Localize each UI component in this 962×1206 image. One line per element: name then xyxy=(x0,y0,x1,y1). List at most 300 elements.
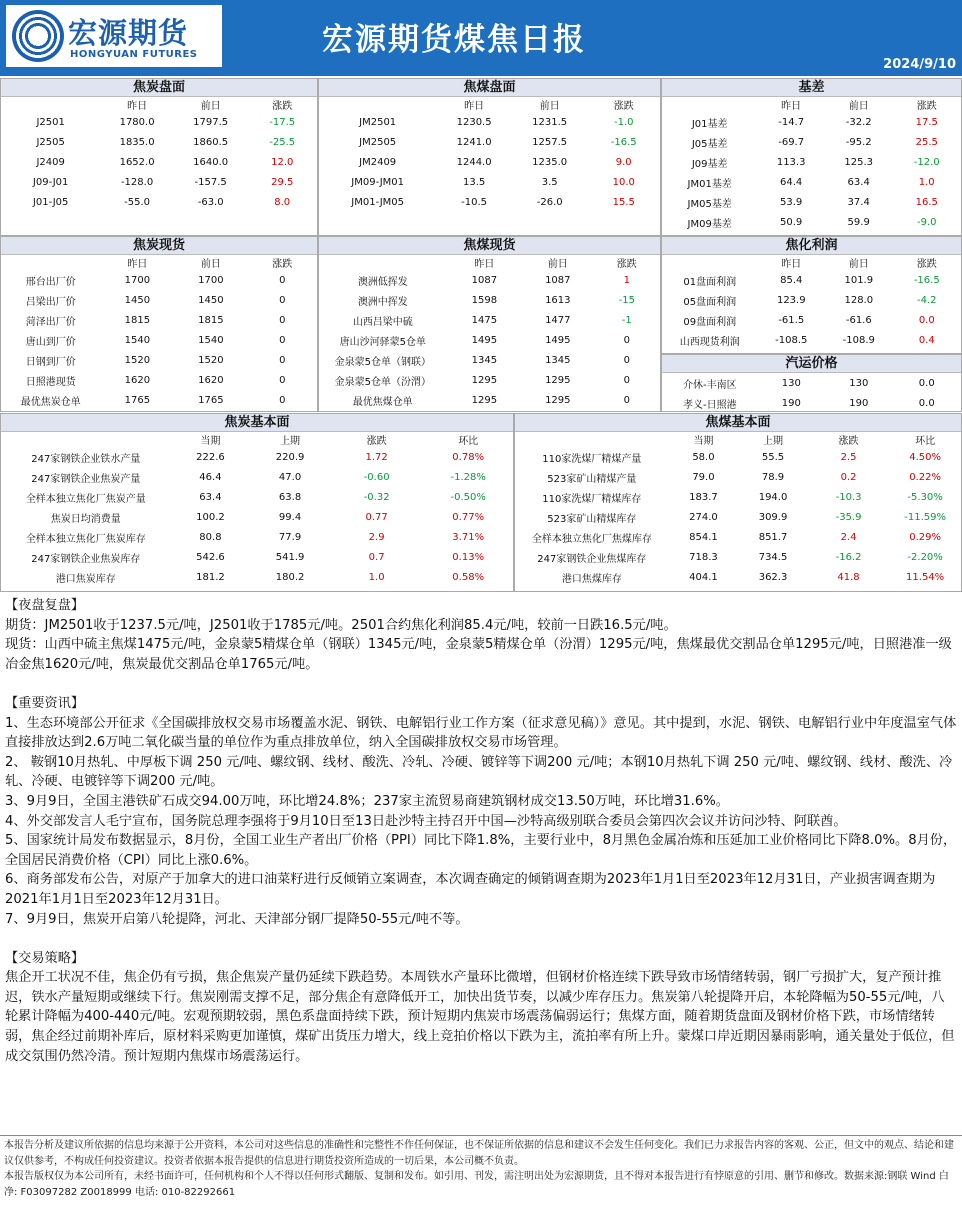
news-item: 7、9月9日，焦炭开启第八轮提降，河北、天津部分钢厂提降50-55元/吨不等。 xyxy=(5,911,469,927)
cell-prev: 1235.0 xyxy=(532,156,568,168)
logo-chinese-name: 宏源期货 xyxy=(68,16,189,50)
cell-change: 0 xyxy=(279,354,286,366)
coke-fundamentals-panel xyxy=(0,413,514,592)
cell-change: -35.9 xyxy=(835,511,862,523)
cell-change: 8.0 xyxy=(274,196,291,208)
row-label: JM01基差 xyxy=(687,178,732,190)
cell-yesterday: 123.9 xyxy=(776,294,806,306)
cell-change: 9.0 xyxy=(615,156,632,168)
cell-cur: 542.6 xyxy=(196,551,225,563)
cell-prev: 1540 xyxy=(198,334,224,346)
table-row xyxy=(515,527,961,547)
cell-prev: 1477 xyxy=(545,314,571,326)
cell-cur: 63.4 xyxy=(199,491,222,503)
cell-change: 0 xyxy=(279,394,286,406)
column-header: 前日 xyxy=(547,259,568,270)
company-logo xyxy=(6,5,222,67)
table-row xyxy=(662,172,961,192)
table-row xyxy=(319,172,660,192)
cell-prev: 180.2 xyxy=(275,571,305,583)
cell-prev: 78.9 xyxy=(761,471,785,483)
coal-fundamentals-panel xyxy=(514,413,962,592)
cell-prev: 130 xyxy=(849,377,869,389)
row-label: 山西现货利润 xyxy=(679,336,740,348)
cell-pct: 4.50% xyxy=(909,451,942,463)
coal-spot-table xyxy=(319,255,660,410)
cell-pct: 0.29% xyxy=(909,531,942,543)
cell-yesterday: 113.3 xyxy=(776,156,806,168)
table-row xyxy=(1,507,513,527)
news-item: 3、9月9日，全国主港铁矿石成交94.00万吨，环比增24.8%；237家主流贸易商建筑钢材成交13.50万吨，环比增31.6%。 xyxy=(5,793,729,809)
cell-prev: -157.5 xyxy=(194,176,227,188)
cell-prev: -26.0 xyxy=(536,196,563,208)
disclaimer-line: 本报告分析及建议所依据的信息均来源于公开资料，本公司对这些信息的准确性和完整性不作任何保证，也不保证所依据的信息和建议不会发生任何变化。我们已力求报告内容的客观、公正，但文中的观点、结论和建议仅供参考，不构成任何投资建议。投资者依据本报告提供的信息进行期货投资所造成的一切后果，本公司概不负责。 xyxy=(4,1140,954,1167)
row-label: J2501 xyxy=(36,116,65,128)
cell-change: 0.0 xyxy=(918,397,935,409)
coal-spot-panel xyxy=(318,236,661,412)
cell-cur: 100.2 xyxy=(196,511,225,523)
table-row xyxy=(319,370,660,390)
cell-change: 0 xyxy=(279,274,286,286)
row-label: 110家洗煤厂精煤产量 xyxy=(542,453,642,465)
row-label: 09盘面利润 xyxy=(683,316,737,328)
cell-prev: -108.9 xyxy=(842,334,875,346)
row-label: JM2501 xyxy=(359,116,397,128)
cell-prev: 851.7 xyxy=(758,531,788,543)
cell-yesterday: 1495 xyxy=(471,334,498,346)
table-row xyxy=(515,487,961,507)
cell-yesterday: 190 xyxy=(781,397,801,409)
coal-futures-table xyxy=(319,97,660,212)
cell-cur: 222.6 xyxy=(196,451,225,463)
table-row xyxy=(1,152,317,172)
table-row xyxy=(662,330,961,350)
column-header xyxy=(1,97,100,112)
row-label: 最优焦炭仓单 xyxy=(20,396,81,408)
cell-change: 0.0 xyxy=(918,314,935,326)
cell-yesterday: 1230.5 xyxy=(456,116,492,128)
cell-prev: 1495 xyxy=(545,334,571,346)
cell-prev: 63.4 xyxy=(847,176,870,188)
row-label: 247家钢铁企业焦炭产量 xyxy=(31,473,141,485)
cell-change: -10.3 xyxy=(835,491,862,503)
cell-prev: 1087 xyxy=(545,274,571,286)
row-label: 日钢到厂价 xyxy=(25,356,76,368)
row-label: 247家钢铁企业焦煤库存 xyxy=(537,553,647,565)
cell-cur: 80.8 xyxy=(199,531,222,543)
cell-change: 0 xyxy=(623,354,630,366)
row-label: JM2409 xyxy=(359,156,397,168)
cell-pct: 0.77% xyxy=(452,511,485,523)
table-row xyxy=(662,373,961,393)
report-title: 宏源期货煤焦日报 xyxy=(322,22,586,58)
cell-prev: 63.8 xyxy=(278,491,302,503)
coking-profit-panel xyxy=(661,236,962,354)
cell-prev: 1640.0 xyxy=(193,156,229,168)
cell-change: 15.5 xyxy=(612,196,635,208)
panel-title: 焦炭现货 xyxy=(1,237,317,255)
cell-yesterday: 1244.0 xyxy=(456,156,492,168)
row-label: 金泉蒙5仓单（钢联） xyxy=(334,356,431,368)
cell-yesterday: 130 xyxy=(781,377,801,389)
cell-prev: 125.3 xyxy=(844,156,873,168)
table-row xyxy=(1,132,317,152)
row-label: J09-J01 xyxy=(32,176,69,188)
table-row xyxy=(319,112,660,132)
cell-yesterday: 1475 xyxy=(471,314,498,326)
panel-title: 焦煤基本面 xyxy=(515,414,961,432)
cell-change: -1 xyxy=(621,314,632,326)
table-row xyxy=(515,547,961,567)
commentary-section xyxy=(0,593,962,1135)
cell-yesterday: 1450 xyxy=(124,294,151,306)
row-label: 港口焦炭库存 xyxy=(55,573,116,585)
panel-title: 焦炭盘面 xyxy=(1,79,317,97)
table-row xyxy=(662,270,961,290)
cell-prev: 1295 xyxy=(545,394,571,406)
copyright-line: 本报告版权仅为本公司所有，未经书面许可，任何机构和个人不得以任何形式翻版、复制和发布。如引用、刊发，需注明出处为宏源期货，且不得对本报告进行有悖原意的引用、删节和修改。数据来源:钢联 Wind 白净: F03097282 Z0018999 电话: 010-82292661 xyxy=(4,1171,949,1198)
news-item: 4、外交部发言人毛宁宣布，国务院总理李强将于9月10日至13日赴沙特主持召开中国—沙特高级别联合委员会第四次会议并访问沙特、阿联酋。 xyxy=(5,813,847,829)
coke-futures-table xyxy=(1,97,317,212)
row-label: 邢台出厂价 xyxy=(25,276,76,288)
table-row xyxy=(319,330,660,350)
column-header: 涨跌 xyxy=(613,101,634,112)
cell-change: 2.9 xyxy=(368,531,385,543)
column-header xyxy=(662,97,757,112)
cell-prev: 101.9 xyxy=(844,274,874,286)
basis-table xyxy=(662,97,961,232)
cell-change: 0 xyxy=(623,374,630,386)
cell-yesterday: -10.5 xyxy=(461,196,488,208)
column-header: 涨跌 xyxy=(916,101,937,112)
truck-freight-table xyxy=(662,373,961,412)
row-label: JM05基差 xyxy=(687,198,732,210)
table-row xyxy=(319,132,660,152)
column-header: 涨跌 xyxy=(366,436,387,447)
report-header xyxy=(0,0,962,76)
cell-change: 1.72 xyxy=(365,451,388,463)
row-label: 山西吕梁中硫 xyxy=(352,316,413,328)
cell-pct: 3.71% xyxy=(452,531,485,543)
column-header: 前日 xyxy=(200,259,221,270)
coke-futures-panel xyxy=(0,78,318,236)
cell-prev: 77.9 xyxy=(278,531,302,543)
report-date: 2024/9/10 xyxy=(883,57,956,72)
column-header xyxy=(515,432,669,447)
cell-yesterday: 1700 xyxy=(124,274,151,286)
row-label: J01基差 xyxy=(691,118,728,130)
cell-change: -25.5 xyxy=(269,136,296,148)
table-row xyxy=(319,310,660,330)
cell-prev: 1700 xyxy=(198,274,224,286)
row-label: 05盘面利润 xyxy=(683,296,737,308)
strategy-text: 焦企开工状况不佳，焦企仍有亏损，焦企焦炭产量仍延续下跌趋势。本周铁水产量环比微增，但钢材价格连续下跌导致市场情绪转弱，钢厂亏损扩大，复产预计推迟，铁水产量短期或继续下行。焦炭刚需支撑不足，部分焦企有意降低开工，加快出货节奏，以减少库存压力。焦炭第八轮提降开启，本轮降幅为50-55元/吨，八轮累计降幅为400-440元/吨。宏观预期较弱，黑色系盘面持续下跌，预计短期内焦炭市场震荡偏弱运行；焦煤方面，随着期货盘面及钢材价格下跌，市场情绪转弱，焦企经过前期补库后，原材料采购更加谨慎，煤矿出货压力增大，线上竞拍价格以下跌为主，流拍率有所上升。蒙煤口岸近期因暴雨影响，通关量处于低位，但成交氛围仍然冷清。预计短期内焦煤市场震荡运行。 xyxy=(5,970,955,1064)
table-row xyxy=(1,172,317,192)
cell-cur: 404.1 xyxy=(689,571,718,583)
cell-yesterday: 1765 xyxy=(124,394,151,406)
cell-yesterday: 1295 xyxy=(471,374,498,386)
cell-change: -0.32 xyxy=(363,491,390,503)
cell-prev: 55.5 xyxy=(761,451,785,463)
cell-change: -0.60 xyxy=(363,471,390,483)
cell-change: 0.2 xyxy=(840,471,857,483)
column-header xyxy=(662,255,758,270)
cell-change: 10.0 xyxy=(612,176,635,188)
cell-yesterday: 13.5 xyxy=(462,176,486,188)
row-label: 最优焦煤仓单 xyxy=(352,396,413,408)
table-row xyxy=(662,290,961,310)
column-header: 涨跌 xyxy=(272,259,293,270)
table-row xyxy=(515,447,961,467)
row-label: J2505 xyxy=(36,136,65,148)
cell-change: -16.5 xyxy=(913,274,940,286)
cell-prev: 734.5 xyxy=(758,551,788,563)
cell-change: 0 xyxy=(279,374,286,386)
coal-fundamentals-table xyxy=(515,432,961,587)
row-label: JM09基差 xyxy=(687,218,732,230)
panel-title: 汽运价格 xyxy=(662,355,961,373)
cell-pct: -0.50% xyxy=(450,491,486,503)
cell-yesterday: 1520 xyxy=(124,354,151,366)
cell-cur: 46.4 xyxy=(199,471,222,483)
table-row xyxy=(1,447,513,467)
cell-change: 1 xyxy=(623,274,630,286)
row-label: 介休-丰南区 xyxy=(682,379,737,391)
table-row xyxy=(662,112,961,132)
cell-prev: 128.0 xyxy=(844,294,874,306)
cell-yesterday: 1295 xyxy=(471,394,498,406)
column-header: 昨日 xyxy=(127,259,148,270)
cell-change: 16.5 xyxy=(915,196,938,208)
column-header: 昨日 xyxy=(464,101,485,112)
row-label: J01-J05 xyxy=(32,196,69,208)
row-label: 港口焦煤库存 xyxy=(561,573,622,585)
cell-yesterday: 64.4 xyxy=(780,176,803,188)
table-row xyxy=(662,212,961,232)
row-label: 焦炭日均消费量 xyxy=(50,513,121,525)
column-header: 涨跌 xyxy=(838,436,859,447)
cell-pct: 0.58% xyxy=(452,571,485,583)
cell-change: 0 xyxy=(279,294,286,306)
cell-yesterday: 53.9 xyxy=(780,196,803,208)
table-row xyxy=(662,310,961,330)
table-row xyxy=(662,132,961,152)
cell-change: -4.2 xyxy=(917,294,937,306)
row-label: 01盘面利润 xyxy=(683,276,737,288)
column-header: 当期 xyxy=(200,436,221,447)
cell-change: -9.0 xyxy=(916,216,937,228)
cell-prev: 1765 xyxy=(198,394,224,406)
coke-spot-panel xyxy=(0,236,318,412)
cell-yesterday: -55.0 xyxy=(124,196,151,208)
cell-cur: 854.1 xyxy=(689,531,718,543)
column-header: 昨日 xyxy=(127,101,148,112)
logo-emblem-icon xyxy=(12,10,64,62)
column-header: 环比 xyxy=(458,436,479,447)
table-row xyxy=(1,467,513,487)
cell-yesterday: 50.9 xyxy=(780,216,803,228)
table-row xyxy=(1,290,317,310)
table-row xyxy=(1,310,317,330)
table-row xyxy=(1,567,513,587)
table-row xyxy=(319,192,660,212)
news-item: 6、商务部发布公告，对原产于加拿大的进口油菜籽进行反倾销立案调查，本次调查确定的倾销调查期为2023年1月1日至2023年12月31日，产业损害调查期为2021年1月1日至2023年12月31日。 xyxy=(5,872,936,907)
table-row xyxy=(662,393,961,412)
row-label: 523家矿山精煤库存 xyxy=(547,513,637,525)
cell-change: 0.4 xyxy=(918,334,935,346)
cell-change: -17.5 xyxy=(269,116,296,128)
cell-change: 0 xyxy=(279,334,286,346)
table-row xyxy=(1,270,317,290)
cell-change: 41.8 xyxy=(837,571,860,583)
cell-change: 0.77 xyxy=(365,511,388,523)
cell-prev: -32.2 xyxy=(845,116,872,128)
row-label: JM01-JM05 xyxy=(351,196,405,208)
cell-yesterday: 1241.0 xyxy=(456,136,492,148)
cell-prev: 3.5 xyxy=(541,176,558,188)
cell-change: 12.0 xyxy=(271,156,294,168)
cell-yesterday: 1620 xyxy=(124,374,151,386)
cell-change: -16.5 xyxy=(610,136,637,148)
row-label: JM09-JM01 xyxy=(351,176,405,188)
cell-change: 0 xyxy=(623,334,630,346)
cell-change: 0 xyxy=(623,394,630,406)
table-row xyxy=(662,152,961,172)
column-header: 上期 xyxy=(763,436,784,447)
row-label: 全样本独立焦化厂焦炭库存 xyxy=(25,533,146,545)
table-row xyxy=(1,112,317,132)
cell-prev: 1520 xyxy=(198,354,224,366)
table-row xyxy=(1,350,317,370)
column-header: 前日 xyxy=(848,259,869,270)
row-label: 110家洗煤厂精煤库存 xyxy=(542,493,642,505)
table-row xyxy=(515,567,961,587)
cell-change: -12.0 xyxy=(913,156,940,168)
cell-pct: -5.30% xyxy=(907,491,943,503)
table-row xyxy=(515,467,961,487)
cell-prev: 1257.5 xyxy=(532,136,568,148)
column-header: 前日 xyxy=(848,101,869,112)
row-label: 吕梁出厂价 xyxy=(25,296,76,308)
coal-futures-panel xyxy=(318,78,661,236)
cell-yesterday: 1598 xyxy=(471,294,498,306)
row-label: J09基差 xyxy=(691,158,728,170)
panel-title: 焦煤盘面 xyxy=(319,79,660,97)
cell-cur: 718.3 xyxy=(689,551,718,563)
column-header: 前日 xyxy=(200,101,221,112)
table-row xyxy=(1,487,513,507)
cell-change: 0.0 xyxy=(918,377,935,389)
row-label: 日照港现货 xyxy=(25,376,76,388)
cell-prev: -63.0 xyxy=(197,196,224,208)
table-row xyxy=(1,192,317,212)
cell-prev: 1815 xyxy=(198,314,224,326)
cell-pct: 0.13% xyxy=(452,551,485,563)
review-futures: 期货：JM2501收于1237.5元/吨，J2501收于1785元/吨。2501合约焦化利润85.4元/吨，较前一日跌16.5元/吨。 xyxy=(5,617,677,633)
cell-change: 1.0 xyxy=(918,176,935,188)
row-label: JM2505 xyxy=(359,136,397,148)
cell-pct: -11.59% xyxy=(904,511,946,523)
row-label: 孝义-日照港 xyxy=(682,399,737,411)
cell-change: 17.5 xyxy=(915,116,938,128)
cell-pct: 11.54% xyxy=(906,571,945,583)
cell-change: -15 xyxy=(618,294,635,306)
strategy-heading: 【交易策略】 xyxy=(5,950,85,966)
cell-prev: 190 xyxy=(849,397,869,409)
cell-pct: -1.28% xyxy=(450,471,486,483)
cell-change: 1.0 xyxy=(368,571,385,583)
column-header xyxy=(319,97,436,112)
cell-yesterday: 1780.0 xyxy=(119,116,155,128)
cell-change: -16.2 xyxy=(835,551,862,563)
cell-change: 0 xyxy=(279,314,286,326)
cell-cur: 181.2 xyxy=(196,571,225,583)
cell-cur: 274.0 xyxy=(689,511,718,523)
basis-panel xyxy=(661,78,962,236)
row-label: 523家矿山精煤产量 xyxy=(547,473,637,485)
cell-prev: 541.9 xyxy=(275,551,305,563)
review-spot: 现货：山西中硫主焦煤1475元/吨，金泉蒙5精煤仓单（钢联）1345元/吨，金泉蒙5精煤仓单（汾渭）1295元/吨，焦煤最优交割品仓单1295元/吨，日照港准一级冶金焦1620元/吨，焦炭最优交割品仓单1765元/吨。 xyxy=(5,637,952,672)
column-header xyxy=(1,255,101,270)
column-header xyxy=(319,255,447,270)
cell-change: 25.5 xyxy=(915,136,938,148)
cell-prev: 37.4 xyxy=(847,196,870,208)
cell-prev: 1345 xyxy=(545,354,571,366)
cell-prev: 1860.5 xyxy=(193,136,229,148)
row-label: 全样本独立焦化厂焦炭产量 xyxy=(25,493,146,505)
cell-prev: 1295 xyxy=(545,374,571,386)
cell-yesterday: -14.7 xyxy=(778,116,805,128)
table-row xyxy=(319,390,660,410)
cell-change: -1.0 xyxy=(613,116,634,128)
cell-prev: 1620 xyxy=(198,374,224,386)
cell-yesterday: 1087 xyxy=(471,274,498,286)
table-row xyxy=(319,152,660,172)
cell-prev: -61.6 xyxy=(845,314,872,326)
row-label: 247家钢铁企业焦炭库存 xyxy=(31,553,141,565)
table-row xyxy=(1,527,513,547)
column-header: 昨日 xyxy=(474,259,495,270)
table-row xyxy=(1,370,317,390)
column-header: 涨跌 xyxy=(616,259,637,270)
cell-change: 29.5 xyxy=(271,176,294,188)
cell-yesterday: -69.7 xyxy=(778,136,805,148)
truck-freight-panel xyxy=(661,354,962,412)
cell-prev: 194.0 xyxy=(758,491,788,503)
row-label: J2409 xyxy=(36,156,65,168)
coke-spot-table xyxy=(1,255,317,410)
table-row xyxy=(515,507,961,527)
row-label: 金泉蒙5仓单（汾渭） xyxy=(334,376,431,388)
cell-yesterday: 1540 xyxy=(124,334,151,346)
column-header xyxy=(1,432,171,447)
cell-change: 2.5 xyxy=(840,451,857,463)
row-label: 247家钢铁企业铁水产量 xyxy=(31,453,141,465)
cell-prev: 309.9 xyxy=(758,511,788,523)
logo-english-name: HONGYUAN FUTURES xyxy=(70,49,198,60)
cell-pct: -2.20% xyxy=(907,551,943,563)
cell-prev: 220.9 xyxy=(275,451,305,463)
news-heading: 【重要资讯】 xyxy=(5,695,85,711)
cell-cur: 183.7 xyxy=(689,491,718,503)
cell-prev: 47.0 xyxy=(278,471,302,483)
cell-yesterday: -61.5 xyxy=(778,314,805,326)
cell-change: 0.7 xyxy=(368,551,385,563)
column-header: 涨跌 xyxy=(272,101,293,112)
row-label: 澳洲低挥发 xyxy=(357,276,408,288)
column-header: 上期 xyxy=(280,436,301,447)
column-header: 涨跌 xyxy=(916,259,937,270)
